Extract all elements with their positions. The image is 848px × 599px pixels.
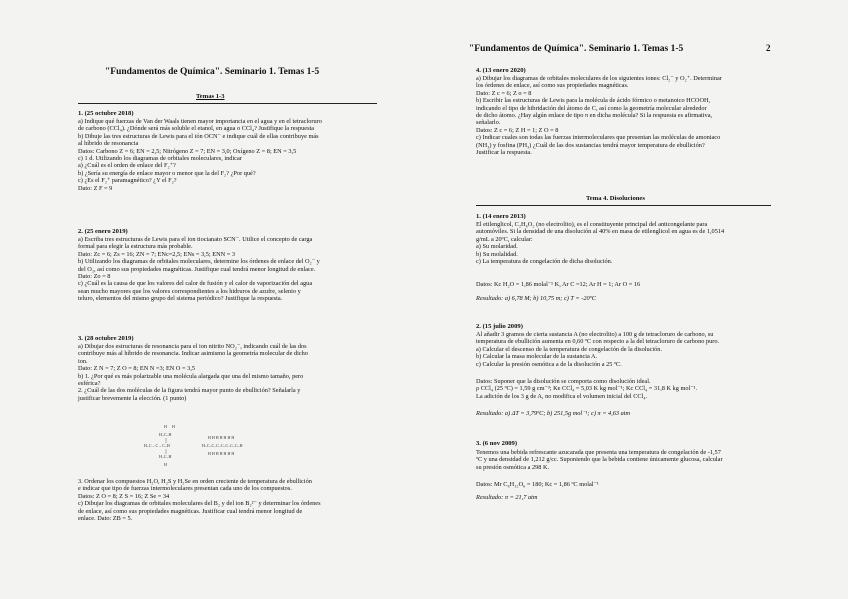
text-line: Datos: Suponer que la disolución se comporta como disolución ideal. <box>476 378 651 385</box>
text-line: 2. ¿Cuál de las dos moléculas de la figura tendrá mayor punto de ebullición? Señalarla y <box>78 387 301 395</box>
section-heading: Temas 1-3 <box>196 93 225 100</box>
problem-3-header: 3. (6 nov 2009) <box>476 440 518 447</box>
text-line: c) La temperatura de congelación de dicha disolución. <box>476 258 613 266</box>
text-line: b) Dibuje las tres estructuras de Lewis para el ión OCN⁻ e indique cuál de ellas contribuye más <box>78 132 319 140</box>
section-rule <box>476 205 771 206</box>
right-page <box>424 0 848 599</box>
text-line: a) Indique qué fuerzas de Van der Waals tienen mayor importancia en el agua y en el tetracloruro <box>78 118 322 125</box>
text-line: Justificar la respuesta. <box>476 149 532 157</box>
problem-2-result: Resultado: a) ΔT = 3,79ºC; b) 251,5g mol⁻¹; c) π = 4,63 atm <box>476 410 631 417</box>
text-line: justificar brevemente la elección. (1 punto) <box>78 394 187 402</box>
text-line: Tenemos una bebida refrescante azucarada que presenta una temperatura de congelación de -1,57 <box>476 449 721 456</box>
problem-2-datos <box>476 378 697 400</box>
text-line: Dato: Z F = 9 <box>78 184 113 192</box>
text-line: a) ¿Cuál es el orden de enlace del F₂⁺? <box>78 162 176 170</box>
text-line: Dato: Zc = 6; Zs = 16; ZN = 7; ENc=2,5; ENs = 3,5; ENN = 3 <box>78 250 236 258</box>
section-rule <box>78 103 377 104</box>
problem-1-datos: Datos: Kc H₂O = 1,86 molal⁻¹ K, Ar C =12; Ar H = 1; Ar O = 16 <box>476 281 641 288</box>
text-line: a) Su molaridad. <box>476 243 518 251</box>
svg-text:H–C–C–C–C–C–C–C–H: H–C–C–C–C–C–C–C–H <box>202 443 243 448</box>
problem-1-body <box>476 221 724 265</box>
svg-text:H–C – C – C–H: H–C – C – C–H <box>144 443 170 448</box>
text-line: esférica? <box>78 380 101 388</box>
branched-molecule <box>144 424 175 467</box>
text-line: ion. <box>78 357 88 365</box>
text-line: Dato: Zo = 8 <box>78 273 111 281</box>
question-1-header: 1. (25 octubre 2018) <box>78 110 134 117</box>
text-line: b) ¿Sería su energía de enlace mayor o menor que la del F₂? ¿Por qué? <box>78 169 256 177</box>
text-line: La adición de los 3 g de A, no modifica el volumen inicial del CCl₄. <box>476 392 648 400</box>
page-number: 2 <box>766 43 771 53</box>
svg-text:H: H <box>172 424 175 429</box>
text-line: a) Dibujar los diagramas de orbitales moleculares de los siguientes iones: Cl₂⁻ y O₂⁺. Determinar <box>476 75 722 82</box>
text-line: c) Calcular la presión osmótica a de la disolución a 25 ºC. <box>476 360 622 368</box>
text-line: de dicho átomo. ¿Hay algún enlace de tipo π en dicha molécula? Si la respuesta es afirmativa, <box>476 112 713 120</box>
text-line: c) ¿Es el F₂⁺ paramagnético? ¿Y el F₂? <box>78 177 177 185</box>
text-line: Datos: Z O = 8; Z S = 16; Z Se = 34 <box>78 492 170 500</box>
text-line: indicando el tipo de hibridación del átomo de C, así como la geometría molecular alrededor <box>476 104 707 112</box>
text-line: formal para elegir la estructura más probable. <box>78 243 193 251</box>
text-line: c) ¿Cuál es la causa de que los valores del calor de fusión y el calor de vaporización del agua <box>78 280 313 288</box>
question-1-body <box>78 118 322 192</box>
text-line: teluro, elementos del mismo grupo del sistema periódico? Justifique la respuesta. <box>78 295 283 303</box>
text-line: a) Escriba tres estructuras de Lewis para el ion tiocianato SCN⁻. Utilice el concepto de carga <box>78 236 313 243</box>
svg-text:H: H <box>164 462 167 467</box>
text-line: b) Calcular la masa molecular de la sustancia A. <box>476 353 598 361</box>
text-line: b) Utilizando los diagramas de orbitales moleculares, determine los órdenes de enlace del O₂⁻ y <box>78 258 320 266</box>
question-2-body <box>78 236 320 303</box>
text-line: (NH₃) y fosfina (PH₃) ¿Cuál de las dos sustancias tendrá mayor temperatura de ebullición? <box>476 141 705 149</box>
text-line: los órdenes de enlace, así como sus propiedades magnéticas. <box>476 82 629 90</box>
text-line: e indicar que tipo de fuerzas intermoleculares presentan cada uno de los compuestos. <box>78 485 292 493</box>
problem-2-body <box>476 331 719 368</box>
text-line: c) 1 d. Utilizando los diagramas de orbitales moleculares, indicar <box>78 155 242 163</box>
svg-text:H–C–H: H–C–H <box>159 432 172 437</box>
text-line: señalarlo. <box>476 119 501 127</box>
text-line: c) Indicar cuales son todas las fuerzas intermoleculares que presentan las moléculas de amoniaco <box>476 134 721 142</box>
question-3-body-b <box>78 478 321 522</box>
text-line: ºC y una densidad de 1,212 g/cc. Suponiendo que la bebida contiene únicamente glucosa, calcular <box>476 456 723 464</box>
svg-text:H: H <box>164 424 167 429</box>
text-line: contribuye más al híbrido de resonancia. Indicar asimismo la geometría molecular de dicho <box>78 350 308 358</box>
text-line: Dato: Z N = 7; Z O = 8; EN N =3; EN O = 3,5 <box>78 365 196 373</box>
question-4-header: 4. (13 enero 2020) <box>476 67 526 74</box>
text-line: Datos: Carbono Z = 6; EN = 2,5; Nitrógeno Z = 7; EN = 3,0; Oxígeno Z = 8; EN = 3,5 <box>78 147 297 155</box>
text-line: c) Dibujar los diagramas de orbitales moleculares del B₂ y del ion B₂²⁻ y determinar los órdenes <box>78 500 321 508</box>
text-line: a) Calcular el descenso de la temperatura de congelación de la disolución. <box>476 345 663 353</box>
problem-1-header: 1. (14 enero 2013) <box>476 213 526 220</box>
text-line: ρ CCl₄ (25 ºC) = 1,59 g cm⁻³; Ke CCl₄ = 5,03 K kg mol⁻¹; Kc CCl₄ = 31,8 K kg mol⁻¹. <box>476 385 698 393</box>
page-title: "Fundamentos de Química". Seminario 1. Temas 1-5 <box>105 67 320 77</box>
text-line: Datos: Z c = 6; Z H = 1; Z O = 8 <box>476 126 559 134</box>
text-line: de carbono (CCl₄). ¿Dónde será más soluble el etanol, en agua o CCl₄? Justifique la respuesta <box>78 125 315 133</box>
question-3-header: 3. (28 octubre 2019) <box>78 335 134 342</box>
svg-text:H H H H H H H: H H H H H H H <box>208 451 235 456</box>
problem-3-datos: Datos: Mr C₆H₁₂O₆ = 180; Kc = 1,86 ºC molal⁻¹ <box>476 481 599 488</box>
question-3-body-a <box>78 343 308 402</box>
question-4-body <box>476 75 722 156</box>
text-line: Al añadir 3 gramos de cierta sustancia A (no electrolito) a 100 g de tetracloruro de carbono, su <box>476 331 714 338</box>
text-line: g/mL a 20ºC, calcular: <box>476 235 533 243</box>
text-line: su presión osmótica a 298 K. <box>476 463 550 471</box>
text-line: de enlace, así como sus propiedades magnéticas. Justificar cual tendrá menor longitud de <box>78 507 303 515</box>
text-line: b) 1. ¿Por qué es más polarizable una molécula alargada que una del mismo tamaño, pero <box>78 372 304 380</box>
text-line: enlace. Dato: ZB = 5. <box>78 515 133 523</box>
linear-molecule <box>202 435 243 456</box>
section-heading: Tema 4. Disoluciones <box>586 195 645 202</box>
text-line: b) Escribir las estructuras de Lewis para la molécula de ácido fórmico o metanoico HCOOH, <box>476 97 711 105</box>
text-line: temperatura de ebullición aumenta en 0,60 ºC con respecto a la del tetracloruro de carbono puro. <box>476 338 720 346</box>
problem-3-result: Resultado: π = 21,7 atm <box>476 494 538 501</box>
molecule-figure <box>140 422 290 472</box>
text-line: Dato: Z c = 6; Z o = 8 <box>476 89 532 97</box>
text-line: al híbrido de resonancia <box>78 140 139 148</box>
svg-text:H H H H H H H: H H H H H H H <box>208 435 235 440</box>
text-line: El etilenglicol, C₂H₆O₂ (no electrolito), es el constituyente principal del anticongelante para <box>476 221 708 228</box>
text-line: automóviles. Si la densidad de una disolución al 40% en masa de etilenglicol en agua es de 1,0514 <box>476 228 725 236</box>
text-line: del O₂, así como sus propiedades magnéticas. Justifique cual tendrá menor longitud de enlace. <box>78 265 316 273</box>
svg-text:H–C–H: H–C–H <box>159 454 172 459</box>
problem-3-body <box>476 449 723 471</box>
page-title: "Fundamentos de Química". Seminario 1. Temas 1-5 <box>469 44 684 54</box>
text-line: a) Dibujar dos estructuras de resonancia para el ion nitrito NO₂⁻, indicando cuál de las dos <box>78 343 307 350</box>
question-2-header: 2. (25 enero 2019) <box>78 228 128 235</box>
text-line: b) Su molalidad. <box>476 250 518 258</box>
text-line: 3. Ordenar los compuestos H₂O, H₂S y H₂Se en orden creciente de temperatura de ebullición <box>78 478 312 485</box>
text-line: sean mucho mayores que los valores correspondientes a los hidruros de azufre, selenio y <box>78 287 301 295</box>
problem-1-result: Resultado: a) 6,78 M; b) 10,75 m; c) T = -20ºC <box>476 295 596 302</box>
problem-2-header: 2. (15 julio 2009) <box>476 323 523 330</box>
